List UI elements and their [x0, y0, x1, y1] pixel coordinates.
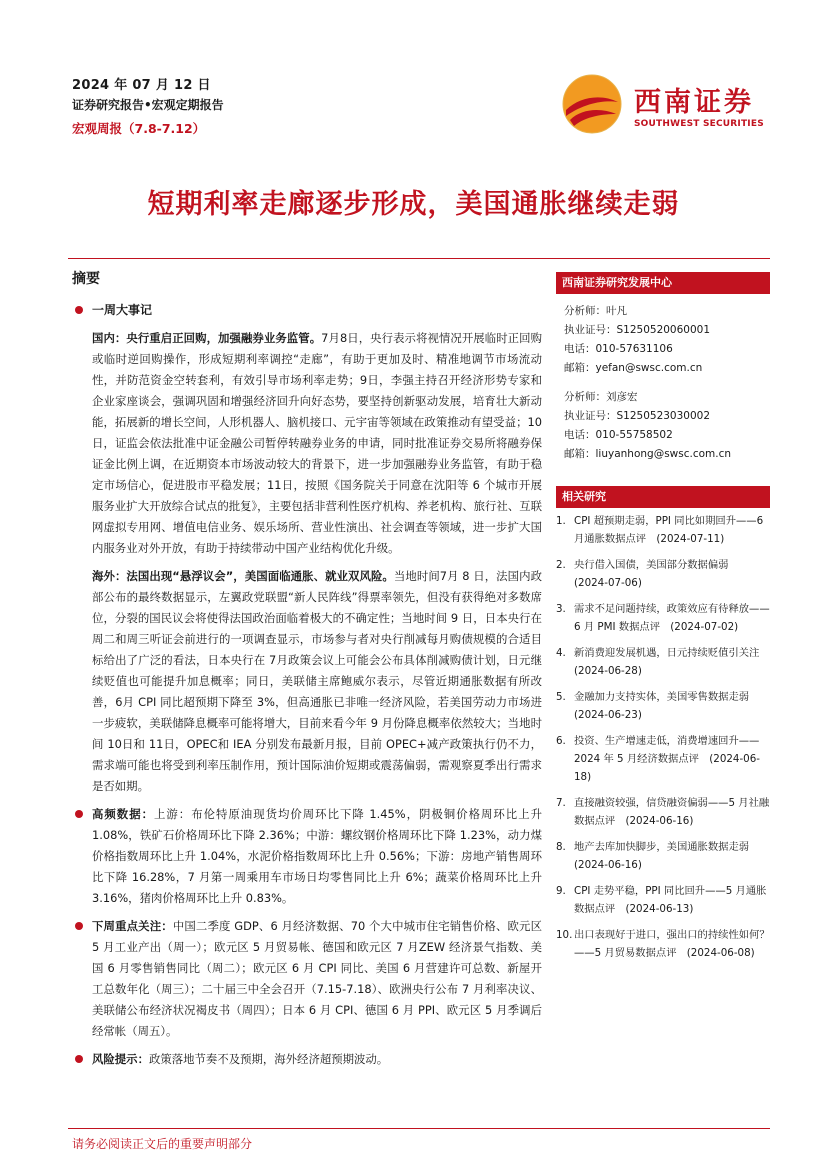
- abstract-section: [72, 268, 542, 1070]
- high-freq-paragraph: [72, 804, 542, 909]
- domestic-paragraph: [72, 328, 542, 559]
- risk-heading: 风险提示：: [92, 1052, 149, 1066]
- next-week-paragraph: [72, 916, 542, 1042]
- analyst-card: [556, 388, 770, 464]
- domestic-text: 7月8日，央行表示将视情况开展临时正回购或临时逆回购操作，形成短期利率调控“走廊”，有助于更加及时、精准地调节市场流动性，并防范资金空转套利，有效引导市场利率走势；9日，李强主持召开经济形势专家和企业家座谈会，强调巩固和增强经济回升向好态势，要坚持创新驱动发展，培育壮大新动能，拓展新的增长空间，人形机器人、脑机接口、元宇宙等领域在政策推动有望受益；10 日，证监会依法批准中证金融公司暂停转融券业务的申请，同时批准证券交易所将融券保证金比例上调，在近期资本市场波动较大的背景下，进一步加强融券业务监管，有助于稳定市场信心，促进股市平稳发展；11日，按照《国务院关于同意在沈阳等 6 个城市开展服务业扩大开放综合试点的批复》，主要包括非营利性医疗机构、养老机构、旅行社、互联网虚拟专用网、增值电信业务、娱乐场所、营业性演出、社会调查等领域，进一步扩大国内服务业对外开放，有助于持续带动中国产业结构优化升级。: [92, 331, 542, 555]
- bullet-icon: [75, 810, 83, 818]
- analyst-card: [556, 302, 770, 378]
- research-center-heading: 西南证券研究发展中心: [556, 272, 770, 294]
- week-events-heading: 一周大事记: [92, 303, 153, 317]
- related-item[interactable]: 2. 央行借入国债，美国部分数据偏弱 (2024-07-06): [556, 559, 739, 589]
- related-research-list: [556, 512, 770, 962]
- analyst-name: 分析师：叶凡: [564, 305, 627, 317]
- footer-disclaimer: 请务必阅读正文后的重要声明部分: [72, 1137, 253, 1151]
- logo-chinese-name: 西南证券: [634, 87, 754, 118]
- overseas-text: 当地时间7月 8 日，法国内政部公布的最终数据显示，左翼政党联盟“新人民阵线”得票率领先，但没有获得绝对多数席位，分裂的国民议会将使得法国政治面临着极大的不确定性；当地时间 9 日，日本央行在周二和周三听证会前进行的一项调查显示，市场参与者对央行削减每月购债规模的合适目标给出了广泛的看法，日本央行在 7月政策会议上可能会公布具体削减购债计划，日元继续贬值也可能提升加息概率；同日，美联储主席鲍威尔表示，尽管近期通胀数据有所改善，6月 CPI 同比超预期下降至 3%，但高通胀已非唯一经济风险，若美国劳动力市场进一步疲软，美联储降息概率可能将增大，目前来看今年 9 月份降息概率依然较大；当地时间 10日和 11日，OPEC和 IEA 分别发布最新月报，目前 OPEC+减产政策执行仍不力，需求端可能也将受到利率压制作用，预计国际油价短期或震荡偏弱，需观察夏季出行需求是否如期。: [92, 569, 542, 793]
- next-week-text: 中国二季度 GDP、6 月经济数据、70 个大中城市住宅销售价格、欧元区 5 月工业产出（周一）；欧元区 5 月贸易帐、德国和欧元区 7 月ZEW 经济景气指数、美国 6 月零售销售同比（周二）；欧元区 6 月 CPI 同比、美国 6 月营建许可总数、新屋开工总数年化（周三）；二十届三中全会召开（7.15-7.18）、欧洲央行公布 7 月利率决议、美联储公布经济状况褐皮书（周四）；日本 6 月 CPI、德国 6 月 PPI、欧元区 5 月季调后经常帐（周五）。: [92, 919, 542, 1038]
- related-item[interactable]: 4. 新消费迎发展机遇，日元持续贬值引关注 (2024-06-28): [556, 647, 770, 677]
- sidebar: [556, 272, 770, 970]
- next-week-heading: 下周重点关注：: [92, 919, 173, 933]
- bullet-icon: [75, 922, 83, 930]
- bullet-icon: [75, 1055, 83, 1063]
- related-item[interactable]: 8. 地产去库加快脚步，美国通胀数据走弱 (2024-06-16): [556, 841, 760, 871]
- high-freq-heading: 高频数据：: [92, 807, 154, 821]
- analyst-cert: 执业证号：S1250520060001: [564, 324, 711, 336]
- analyst-email[interactable]: 邮箱：yefan@swsc.com.cn: [564, 362, 703, 374]
- related-item[interactable]: 5. 金融加力支持实体，美国零售数据走弱 (2024-06-23): [556, 691, 760, 721]
- domestic-lead: 国内：央行重启正回购，加强融券业务监管。: [92, 331, 322, 345]
- logo-emblem-icon: [562, 74, 622, 134]
- abstract-heading: 摘要: [72, 271, 100, 287]
- page-title: 短期利率走廊逐步形成，美国通胀继续走弱: [147, 189, 680, 220]
- risk-text: 政策落地节奏不及预期，海外经济超预期波动。: [148, 1052, 389, 1066]
- related-item[interactable]: 3. 需求不足问题持续，政策效应有待释放——6 月 PMI 数据点评 (2024-07-02): [556, 603, 770, 633]
- related-research-heading: 相关研究: [556, 486, 770, 508]
- analyst-cert: 执业证号：S1250523030002: [564, 410, 711, 422]
- analyst-phone: 电话：010-57631106: [564, 343, 673, 355]
- report-date: 2024 年 07 月 12 日: [72, 78, 211, 93]
- risk-paragraph: [72, 1049, 542, 1070]
- company-logo: [562, 74, 772, 138]
- report-week: 宏观周报（7.8-7.12）: [72, 121, 206, 136]
- top-divider: [68, 258, 770, 259]
- related-item[interactable]: 6. 投资、生产增速走低，消费增速回升——2024 年 5 月经济数据点评 (2024-06-18): [556, 735, 761, 783]
- analyst-email[interactable]: 邮箱：liuyanhong@swsc.com.cn: [564, 448, 732, 460]
- analyst-phone: 电话：010-55758502: [564, 429, 673, 441]
- overseas-paragraph: [72, 566, 542, 797]
- bottom-divider: [68, 1128, 770, 1129]
- high-freq-text: 上游：布伦特原油现货均价周环比下降 1.45%，阴极铜价格周环比上升 1.08%，铁矿石价格周环比下降 2.36%；中游：螺纹钢价格周环比下降 1.23%，动力煤价格指数周环比上升 1.04%，水泥价格指数周环比上升 0.56%；下游：房地产销售周环比下降 16.28%，7 月第一周乘用车市场日均零售同比上升 6%；蔬菜价格周环比上升 3.16%，猪肉价格周环比上升 0.83%。: [92, 807, 542, 905]
- report-type: 证券研究报告•宏观定期报告: [72, 98, 224, 112]
- overseas-lead: 海外：法国出现“悬浮议会”，美国面临通胀、就业双风险。: [92, 569, 394, 583]
- analyst-name: 分析师：刘彦宏: [564, 391, 638, 403]
- related-item[interactable]: 1. CPI 超预期走弱，PPI 同比如期回升——6 月通胀数据点评 (2024-07-11): [556, 515, 764, 545]
- logo-english-name: SOUTHWEST SECURITIES: [634, 119, 764, 129]
- related-item[interactable]: 10. 出口表现好于进口，强出口的持续性如何？——5 月贸易数据点评 (2024-06-08): [556, 929, 770, 959]
- related-item[interactable]: 7. 直接融资较强，信贷融资偏弱——5 月社融数据点评 (2024-06-16): [556, 797, 770, 827]
- week-events-heading-row: [72, 300, 542, 320]
- related-item[interactable]: 9. CPI 走势平稳，PPI 同比回升——5 月通胀数据点评 (2024-06-13): [556, 885, 767, 915]
- bullet-icon: [75, 306, 83, 314]
